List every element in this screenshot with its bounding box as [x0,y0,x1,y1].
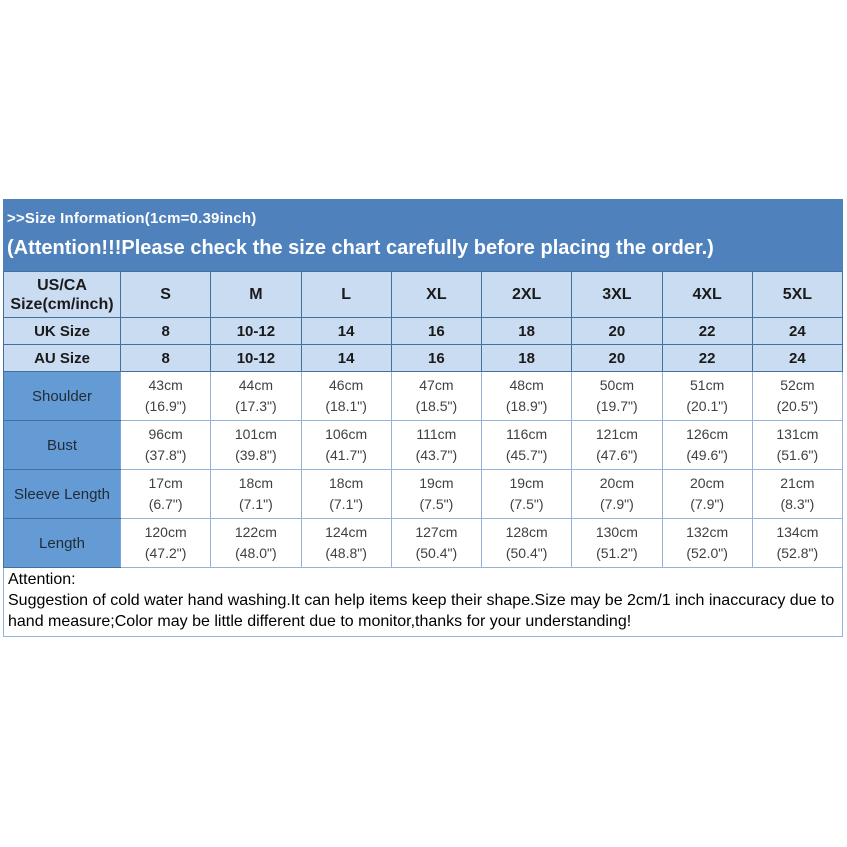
cm-value: 132cm [686,524,729,540]
cm-value: 106cm [325,426,368,442]
cm-value: 17cm [148,475,183,491]
length-value [482,519,572,568]
cm-value: 96cm [148,426,183,442]
corner-header: US/CA Size(cm/inch) [4,272,121,318]
column-header-xl: XL [391,272,481,318]
uk-size-value: 10-12 [211,318,301,345]
inch-value: (18.9") [505,398,548,414]
uk-size-value: 14 [301,318,391,345]
cm-value: 43cm [148,377,183,393]
uk-size-row [4,318,843,345]
cm-value: 126cm [686,426,729,442]
cm-value: 134cm [776,524,819,540]
au-size-value: 16 [391,345,481,372]
cm-value: 127cm [415,524,458,540]
inch-value: (18.1") [325,398,367,414]
au-size-value: 24 [752,345,842,372]
inch-value: (6.7") [148,496,183,512]
length-value [121,519,211,568]
inch-value: (52.0") [686,545,728,561]
table-body [4,318,843,568]
inch-value: (52.8") [776,545,819,561]
cm-value: 19cm [509,475,544,491]
length-value [662,519,752,568]
inch-value: (41.7") [325,447,367,463]
bust-value [662,421,752,470]
shoulder-value [301,372,391,421]
length-row [4,519,843,568]
cm-value: 20cm [690,475,725,491]
uk-size-value: 16 [391,318,481,345]
cm-value: 52cm [780,377,815,393]
uk-size-value: 8 [121,318,211,345]
bust-value [482,421,572,470]
size-info-banner [3,199,843,271]
care-note-body: Suggestion of cold water hand washing.It can help items keep their shape.Size may be 2cm/1 inch inaccuracy due to hand measure;Color may be little different due to monitor,thanks for your understanding! [8,592,835,630]
inch-value: (7.5") [509,496,544,512]
sleeve-length-value [482,470,572,519]
shoulder-value [391,372,481,421]
inch-value: (43.7") [415,447,458,463]
bust-value [391,421,481,470]
size-chart-table [3,271,843,568]
uk-size-value: 18 [482,318,572,345]
inch-value: (17.3") [235,398,277,414]
bust-value [752,421,842,470]
column-header-s: S [121,272,211,318]
table-head [4,272,843,318]
shoulder-value [662,372,752,421]
size-info-title: >>Size Information(1cm=0.39inch) [7,210,257,227]
column-header-4xl: 4XL [662,272,752,318]
cm-value: 122cm [234,524,277,540]
care-note-title: Attention: [8,571,76,588]
length-value [391,519,481,568]
column-header-3xl: 3XL [572,272,662,318]
au-size-value: 10-12 [211,345,301,372]
inch-value: (49.6") [686,447,728,463]
sleeve-length-value [301,470,391,519]
sleeve-length-value [211,470,301,519]
attention-warning: (Attention!!!Please check the size chart carefully before placing the order.) [7,237,714,259]
cm-value: 20cm [599,475,634,491]
sleeve-length-value [752,470,842,519]
bust-value [121,421,211,470]
table-header-row [4,272,843,318]
length-value [211,519,301,568]
sleeve-length-row [4,470,843,519]
cm-value: 51cm [690,377,725,393]
inch-value: (51.2") [596,545,638,561]
inch-value: (50.4") [505,545,548,561]
size-chart-sheet [3,199,843,637]
cm-value: 44cm [238,377,273,393]
column-header-l: L [301,272,391,318]
au-size-value: 20 [572,345,662,372]
au-size-value: 22 [662,345,752,372]
uk-size-value: 20 [572,318,662,345]
shoulder-value [482,372,572,421]
cm-value: 21cm [780,475,815,491]
inch-value: (20.5") [776,398,819,414]
sleeve-length-value [121,470,211,519]
bust-value [211,421,301,470]
shoulder-label: Shoulder [4,372,121,421]
cm-value: 101cm [234,426,277,442]
cm-value: 131cm [776,426,819,442]
cm-value: 48cm [509,377,544,393]
sleeve-length-value [662,470,752,519]
inch-value: (37.8") [144,447,187,463]
cm-value: 124cm [325,524,368,540]
inch-value: (16.9") [144,398,187,414]
inch-value: (7.1") [238,496,273,512]
cm-value: 130cm [595,524,638,540]
shoulder-value [211,372,301,421]
bust-label: Bust [4,421,121,470]
column-header-2xl: 2XL [482,272,572,318]
cm-value: 116cm [506,426,548,442]
bust-row [4,421,843,470]
inch-value: (47.2") [144,545,187,561]
inch-value: (51.6") [776,447,819,463]
cm-value: 18cm [329,475,364,491]
inch-value: (18.5") [415,398,458,414]
care-note [3,568,843,637]
bust-value [572,421,662,470]
column-header-m: M [211,272,301,318]
cm-value: 111cm [416,426,457,442]
sleeve-length-label: Sleeve Length [4,470,121,519]
inch-value: (45.7") [505,447,548,463]
uk-size-value: 24 [752,318,842,345]
inch-value: (19.7") [596,398,638,414]
inch-value: (48.8") [325,545,367,561]
cm-value: 46cm [329,377,364,393]
au-size-row [4,345,843,372]
uk-size-label: UK Size [4,318,121,345]
au-size-value: 14 [301,345,391,372]
au-size-value: 18 [482,345,572,372]
cm-value: 50cm [599,377,634,393]
au-size-value: 8 [121,345,211,372]
sleeve-length-value [572,470,662,519]
inch-value: (7.9") [690,496,724,512]
length-value [301,519,391,568]
cm-value: 47cm [419,377,454,393]
inch-value: (39.8") [235,447,277,463]
inch-value: (50.4") [415,545,458,561]
cm-value: 128cm [505,524,548,540]
length-label: Length [4,519,121,568]
bust-value [301,421,391,470]
length-value [752,519,842,568]
inch-value: (47.6") [596,447,638,463]
inch-value: (20.1") [686,398,728,414]
cm-value: 19cm [419,475,454,491]
uk-size-value: 22 [662,318,752,345]
au-size-label: AU Size [4,345,121,372]
column-header-5xl: 5XL [752,272,842,318]
shoulder-value [752,372,842,421]
inch-value: (7.9") [599,496,634,512]
shoulder-row [4,372,843,421]
shoulder-value [121,372,211,421]
sleeve-length-value [391,470,481,519]
inch-value: (7.5") [419,496,454,512]
length-value [572,519,662,568]
cm-value: 18cm [238,475,273,491]
inch-value: (7.1") [329,496,363,512]
cm-value: 120cm [144,524,187,540]
inch-value: (8.3") [780,496,815,512]
shoulder-value [572,372,662,421]
inch-value: (48.0") [235,545,277,561]
cm-value: 121cm [595,426,638,442]
